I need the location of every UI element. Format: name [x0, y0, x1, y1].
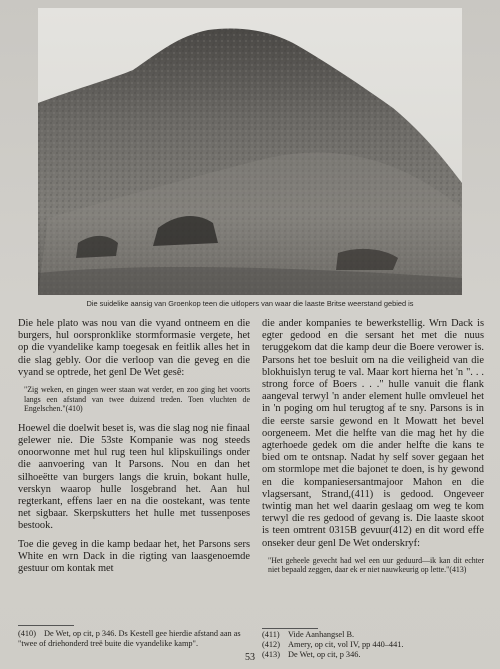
footnote [262, 640, 484, 650]
footnote-rule [262, 628, 318, 629]
paragraph: Toe die geveg in die kamp bedaar het, het Parsons sers White en wrn Dack in die rigting van laasgenoemde gestuur om kontak met [18, 538, 250, 575]
footnote-number: (410) [18, 629, 36, 638]
footnote-text: Amery, op cit, vol IV, pp 440–441. [288, 640, 404, 649]
footnote-rule [18, 625, 74, 626]
groenkop-photograph [38, 8, 462, 295]
footnote [18, 629, 250, 649]
footnote-number: (411) [262, 630, 280, 639]
footnote [262, 630, 484, 640]
footnote-text: De Wet, op cit, p 346. [288, 650, 361, 659]
left-column [18, 318, 250, 581]
footnote-text: Vide Aanhangsel B. [288, 630, 355, 639]
paragraph: die ander kompanies te bewerkstellig. Wrn Dack is egter gedood en die sersant het met die nuus teruggekom dat die kamp deur die Boere verower is. Parsons het toe besluit om na die veiligheid van die blokhuislyn terug te val. Maar kort hierna het 'n ". . . strong force of Boers . . ." hulle vanuit die flank aangeval terwyl 'n ander element hulle omvleuel het in 'n poging om hul terugtog af te sny. Parsons is in die eerste sarsie gewond en lt Mowatt het bevel oorgeneem. Met die helfte van die mag het hy die agterhoede gedek om die ander helfte die kans te bied om te ontsnap. Nadat hy self sover gegaan het om stormlope met die bajonet te doen, is hy gewond en die kompaniesersantmajoor Mahon en die vlagsersant, Strand,(411) is gedood. Ongeveer twintig man het wel daarin geslaag om weg te kom terwyl die res gedood of gevang is. Die laaste skoot is teen omtrent 0315B gevuur(412) en dit word effe onseker deur genl De Wet onderskryf: [262, 318, 484, 549]
footnote-number: (412) [262, 640, 280, 649]
page-number: 53 [245, 652, 255, 663]
paragraph: Hoewel die doelwit beset is, was die slag nog nie finaal gelewer nie. Die 53ste Kompanie was nog steeds onoorwonne met hul rug teen hul klipskuilings onder die aanvoering van lt Parsons. Nou en dan het silhoeëtte van burgers langs die kruin, bokant hulle, verskyn waarop hulle losgebrand het. Aan hul regterkant, effens laer en na die oostekant, was tente net sigbaar. Skerpskutters het hulle met tussenposes bestook. [18, 422, 250, 532]
right-column [262, 318, 484, 584]
footnote-number: (413) [262, 650, 280, 659]
paragraph: Die hele plato was nou van die vyand ontneem en die burgers, hul oorspronklike stormformasie vergete, het op die vyandelike kamp toegesak en feitlik alles het in die slag gebly. Oor die verloop van die geveg en die vyand se optrede, het genl De Wet gesê: [18, 318, 250, 378]
quotation: "Zig weken, en gingen weer staan wat verder, en zoo ging het voorts langs een afstand van twee duizend treden. Toen vluchten de Engelschen."(410) [24, 385, 250, 414]
quotation: "Het geheele gevecht had wel een uur geduurd—ik kan dit echter niet bepaald zeggen, daar ek er niet nauwkeurig op lette."(413) [268, 555, 484, 575]
photo-caption: Die suidelike aansig van Groenkop teen die uitlopers van waar die laaste Britse weerstand gebied is [86, 299, 414, 308]
footnote-text: De Wet, op cit, p 346. Ds Kestell gee hierdie afstand aan as "twee of driehonderd treë buite die vyandelike kamp". [18, 629, 241, 648]
